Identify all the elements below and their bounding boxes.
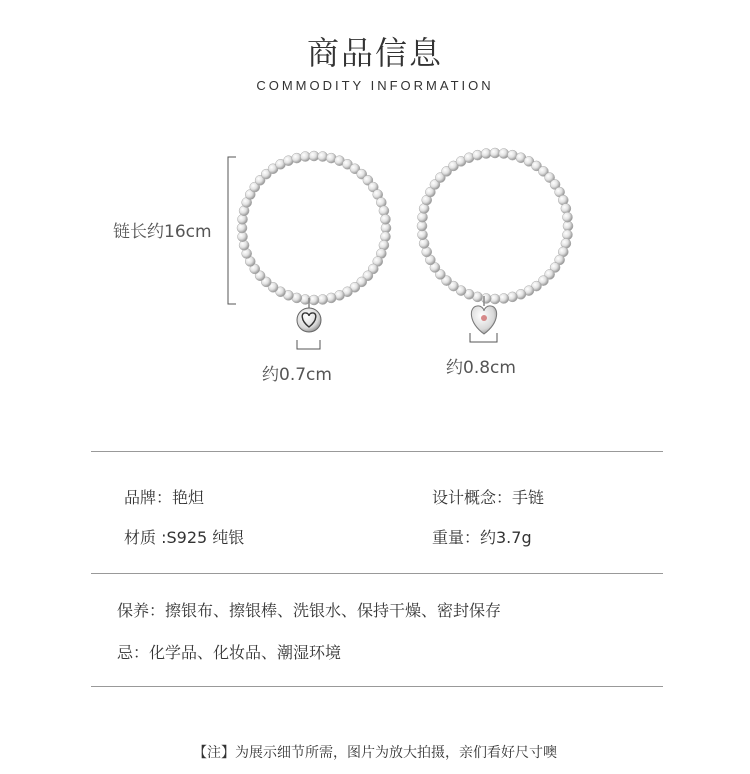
bead xyxy=(239,240,249,250)
length-bracket xyxy=(228,157,236,304)
footnote: 【注】为展示细节所需，图片为放大拍摄，亲们看好尺寸噢 xyxy=(193,745,557,761)
divider-top xyxy=(91,451,663,452)
bead xyxy=(238,214,248,224)
bead xyxy=(563,221,573,231)
bead xyxy=(418,212,428,222)
spec-material: 材质 :S925 纯银 xyxy=(124,528,245,547)
bracelet-illustration xyxy=(0,140,750,400)
spec-design: 设计概念：手链 xyxy=(432,488,545,507)
bead xyxy=(380,214,390,224)
bead xyxy=(419,238,429,248)
page-subtitle: COMMODITY INFORMATION xyxy=(256,78,494,93)
bead xyxy=(417,221,427,231)
bracelet-left xyxy=(237,151,391,305)
charm-size-label-left: 约0.7cm xyxy=(262,365,332,385)
bead xyxy=(507,292,517,302)
page-title: 商品信息 xyxy=(306,34,443,72)
bead xyxy=(490,148,500,158)
charm-size-label-right: 约0.8cm xyxy=(446,358,516,378)
bead xyxy=(562,230,572,240)
bead xyxy=(418,230,428,240)
bead xyxy=(318,152,328,162)
bead xyxy=(379,206,389,216)
bead xyxy=(380,232,390,242)
bead xyxy=(561,204,571,214)
length-label: 链长约16cm xyxy=(113,222,212,242)
charm-width-bracket-left xyxy=(297,340,320,349)
charm-width-bracket-right xyxy=(470,333,497,342)
bead xyxy=(499,293,509,303)
divider-middle xyxy=(91,573,663,574)
bead xyxy=(326,293,336,303)
bracelet-right xyxy=(417,148,573,304)
divider-bottom xyxy=(91,686,663,687)
bead xyxy=(499,149,509,159)
bead xyxy=(481,293,491,303)
spec-weight: 重量：约3.7g xyxy=(432,528,532,547)
care-maintenance: 保养：擦银布、擦银棒、洗银水、保持干燥、密封保存 xyxy=(117,601,502,620)
bead xyxy=(562,212,572,222)
spec-brand: 品牌：艳炟 xyxy=(124,488,205,507)
bead xyxy=(473,150,483,160)
product-image xyxy=(0,140,750,400)
bead xyxy=(490,294,500,304)
care-avoid: 忌：化学品、化妆品、潮湿环境 xyxy=(117,643,342,662)
bead xyxy=(481,149,491,159)
bead xyxy=(292,153,302,163)
